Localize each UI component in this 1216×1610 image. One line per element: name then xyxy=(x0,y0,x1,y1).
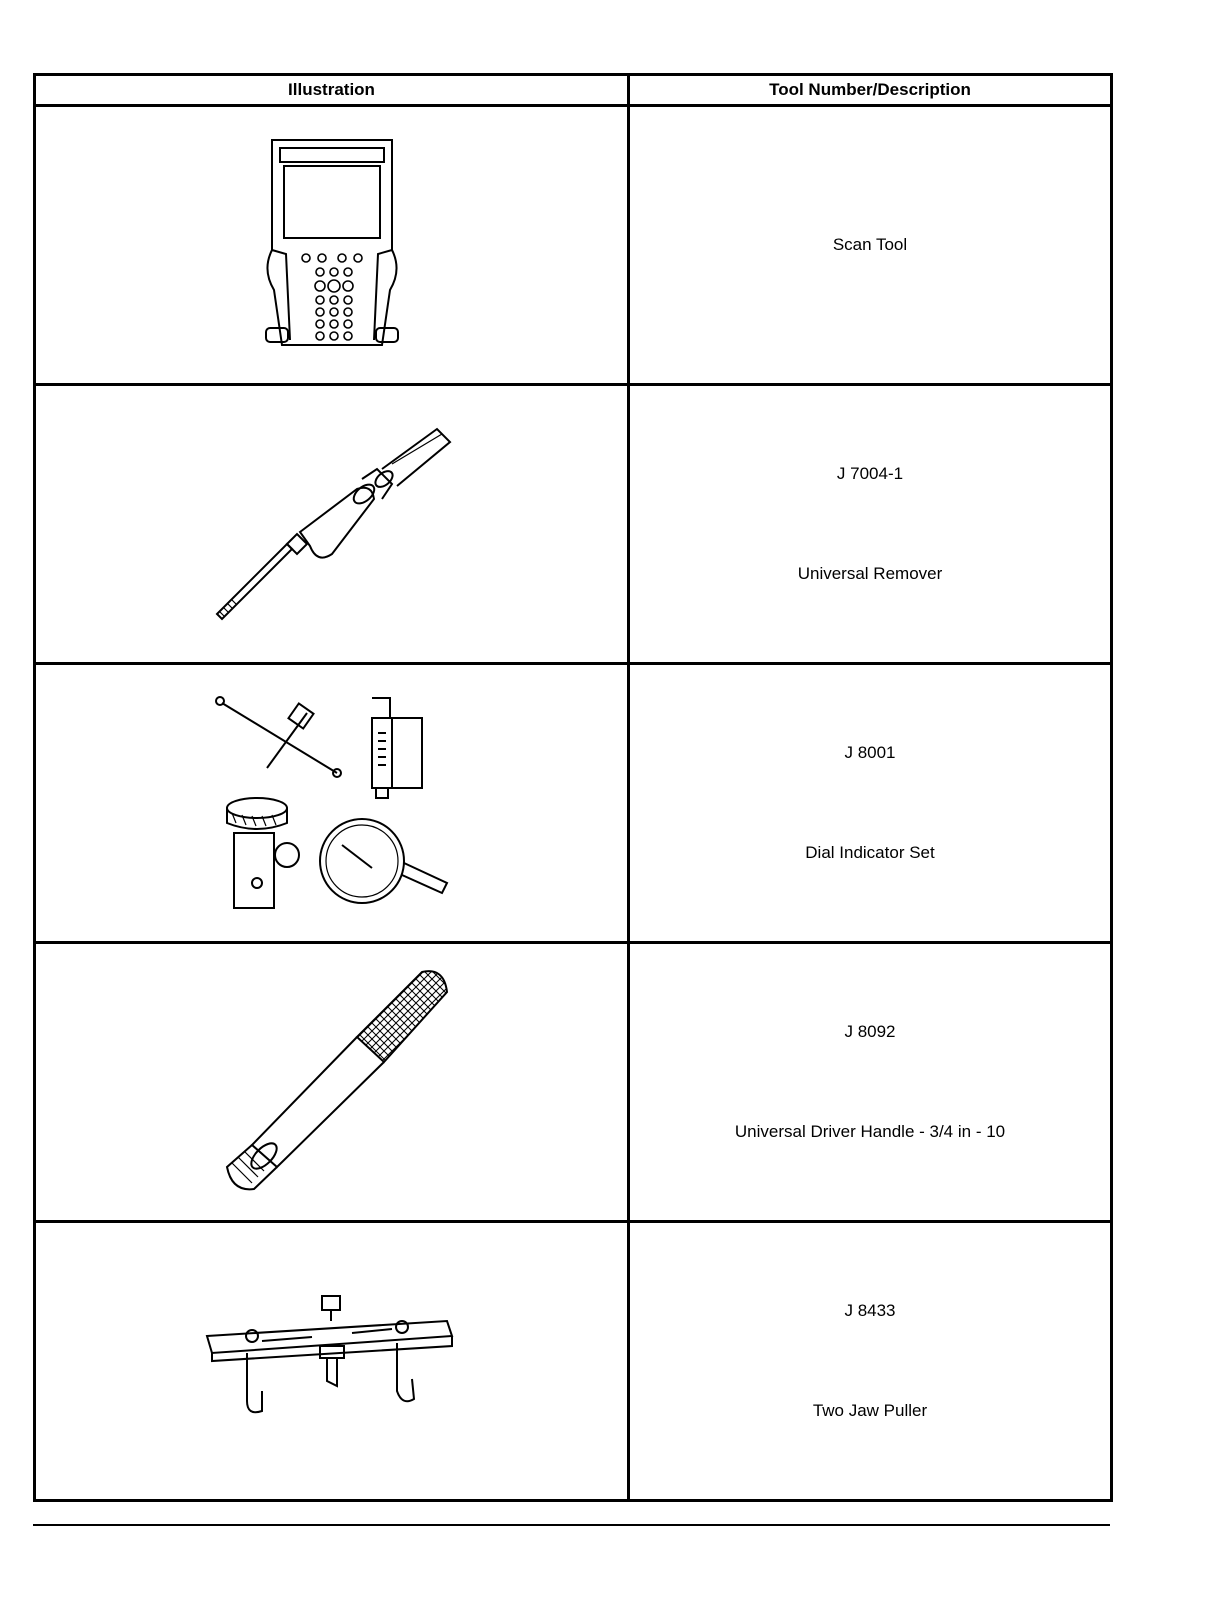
scan-tool-icon xyxy=(262,130,402,360)
table-row xyxy=(35,664,1112,943)
tool-number: J 8433 xyxy=(844,1301,896,1320)
illustration-cell xyxy=(35,1222,629,1501)
tool-description: Scan Tool xyxy=(832,235,908,254)
table-row xyxy=(35,385,1112,664)
header-tool-number-description: Tool Number/Description xyxy=(629,75,1112,106)
table-row xyxy=(35,1222,1112,1501)
tool-number: J 8001 xyxy=(844,743,896,762)
description-cell xyxy=(629,664,1112,943)
table-row xyxy=(35,106,1112,385)
header-illustration: Illustration xyxy=(35,75,629,106)
illustration-cell xyxy=(35,943,629,1222)
bottom-rule xyxy=(33,1524,1110,1526)
illustration-cell xyxy=(35,385,629,664)
description-cell xyxy=(629,943,1112,1222)
header-row xyxy=(35,75,1112,106)
tools-table xyxy=(33,73,1113,1502)
illustration-cell xyxy=(35,106,629,385)
illustration-cell xyxy=(35,664,629,943)
tool-description: Universal Driver Handle - 3/4 in - 10 xyxy=(734,1122,1006,1141)
tool-description: Two Jaw Puller xyxy=(812,1401,928,1420)
tool-description: Dial Indicator Set xyxy=(805,843,935,862)
two-jaw-puller-icon xyxy=(202,1291,462,1431)
description-cell xyxy=(629,106,1112,385)
dial-indicator-set-icon xyxy=(212,693,452,913)
universal-remover-icon xyxy=(212,424,452,624)
description-cell xyxy=(629,1222,1112,1501)
description-cell xyxy=(629,385,1112,664)
tool-number: J 7004-1 xyxy=(836,464,904,483)
table-row xyxy=(35,943,1112,1222)
tool-number: J 8092 xyxy=(844,1022,896,1041)
driver-handle-icon xyxy=(212,967,452,1197)
tool-description: Universal Remover xyxy=(797,564,943,583)
